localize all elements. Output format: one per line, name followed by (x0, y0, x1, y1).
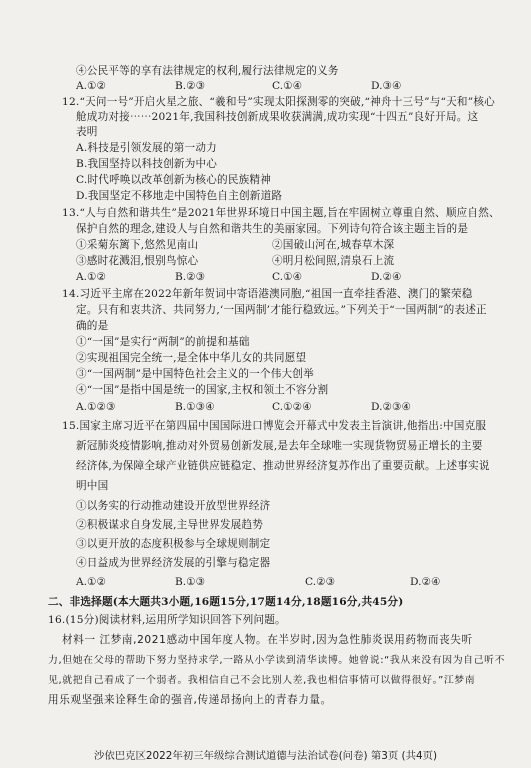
q15-statement-3: ③以更开放的态度积极参与全球规则制定 (76, 538, 271, 550)
q15-statement-4: ④日益成为世界经济发展的引擎与稳定器 (76, 557, 271, 569)
q13-option-a: A.①② (76, 271, 107, 283)
q15-stem-line-1: 15.国家主席习近平在第四届中国国际进口博览会开幕式中发表主旨演讲,他指出:中国克服 (62, 420, 487, 432)
q14-statement-1: ①“一国”是实行“两制”的前提和基础 (76, 336, 250, 348)
q12-choice-b: B.我国坚持以科技创新为中心 (76, 158, 218, 170)
q11-option-d: D.③④ (371, 80, 402, 92)
q16-stem: 16.(15分)阅读材料,运用所学知识回答下列问题。 (48, 614, 286, 626)
q13-poem-4: ④明月松间照,清泉石上流 (272, 255, 395, 267)
q15-option-b: B.①③ (175, 576, 206, 588)
q13-option-c: C.①④ (272, 271, 303, 283)
q13-poem-2: ②国破山河在,城春草木深 (272, 239, 395, 251)
q13-option-d: D.②④ (371, 271, 402, 283)
q12-stem-line-1: 12.“天问一号”开启火星之旅、“羲和号”实现太阳探测零的突破,“神舟十三号”与“天和”核心 (62, 96, 495, 108)
q14-statement-2: ②实现祖国完全统一,是全体中华儿女的共同愿望 (76, 352, 307, 364)
q15-option-d: D.②④ (410, 576, 441, 588)
q12-stem-line-2: 舱成功对接⋯⋯2021年,我国科技创新成果收获满满,成功实现“十四五”良好开局。这 (76, 111, 479, 123)
q11-statement-4: ④公民平等的享有法律规定的权利,履行法律规定的义务 (76, 65, 339, 77)
q13-stem-line-2: 保护自然的理念,建设人与自然和谐共生的美丽家园。下列诗句符合该主题主旨的是 (76, 223, 469, 235)
q14-option-d: D.②③④ (371, 401, 411, 413)
q12-choice-a: A.科技是引领发展的第一动力 (76, 142, 217, 154)
q15-option-a: A.①② (76, 576, 107, 588)
q11-option-c: C.①④ (272, 80, 303, 92)
q11-option-a: A.①② (76, 80, 107, 92)
q15-stem-line-3: 经济体,为保障全球产业链供应链稳定、推动世界经济复苏作出了重要贡献。上述事实说 (76, 460, 490, 472)
q16-material-line-3: 见,就把自己看成了一个弱者。我相信自己不会比别人差,我也相信事情可以做得很好。”江梦南 (48, 675, 476, 686)
q15-stem-line-2: 新冠肺炎疫情影响,推动对外贸易创新发展,是去年全球唯一实现货物贸易正增长的主要 (76, 440, 483, 452)
q16-material-line-1: 材料一 江梦南,2021感动中国年度人物。在半岁时,因为急性肺炎误用药物而丧失听 (62, 634, 473, 646)
q13-poem-1: ①采菊东篱下,悠然见南山 (76, 239, 199, 251)
section-2-heading: 二、非选择题(本大题共3小题,16题15分,17题14分,18题16分,共45分) (48, 596, 404, 608)
q14-option-a: A.①②③ (76, 401, 116, 413)
q12-stem-line-3: 表明 (76, 126, 98, 138)
q12-choice-c: C.时代呼唤以改革创新为核心的民族精神 (76, 174, 271, 186)
q14-stem-line-3: 确的是 (76, 320, 109, 332)
q14-statement-3: ③“一国两制”是中国特色社会主义的一个伟大创举 (76, 368, 314, 380)
q13-option-b: B.②③ (175, 271, 206, 283)
q13-stem-line-1: 13.“人与自然和谐共生”是2021年世界环境日中国主题,旨在牢固树立尊重自然、顺应自然、 (62, 207, 500, 219)
q14-stem-line-2: 定。只有和衷共济、共同努力,‘一国两制’才能行稳致远。”下列关于“一国两制”的表述正 (76, 304, 487, 316)
q13-poem-3: ③感时花溅泪,恨别鸟惊心 (76, 255, 199, 267)
q15-stem-line-4: 明中国 (76, 480, 109, 492)
q12-choice-d: D.我国坚定不移地走中国特色自主创新道路 (76, 190, 283, 202)
page-footer: 沙依巴克区2022年初三年级综合测试道德与法治试卷(问卷) 第3页 (共4页) (93, 750, 438, 762)
q11-option-b: B.②③ (175, 80, 206, 92)
q15-statement-1: ①以务实的行动推动建设开放型世界经济 (76, 500, 271, 512)
q15-statement-2: ②积极谋求自身发展,主导世界发展趋势 (76, 519, 264, 531)
q14-option-b: B.①③④ (175, 401, 215, 413)
q16-material-line-2: 力,但她在父母的帮助下努力坚持求学,一路从小学读到清华读博。她曾说:“我从来没有因为自己听不 (48, 655, 506, 666)
q14-stem-line-1: 14.习近平主席在2022年新年贺词中寄语港澳同胞,“祖国一直牵挂香港、澳门的繁荣稳 (62, 288, 473, 300)
q14-option-c: C.①②④ (272, 401, 312, 413)
q14-statement-4: ④“一国”是指中国是统一的国家,主权和领土不容分割 (76, 384, 329, 396)
q15-option-c: C.②③ (305, 576, 336, 588)
q16-material-line-4: 用乐观坚强来诠释生命的强音,传递昂扬向上的青春力量。 (48, 694, 332, 706)
